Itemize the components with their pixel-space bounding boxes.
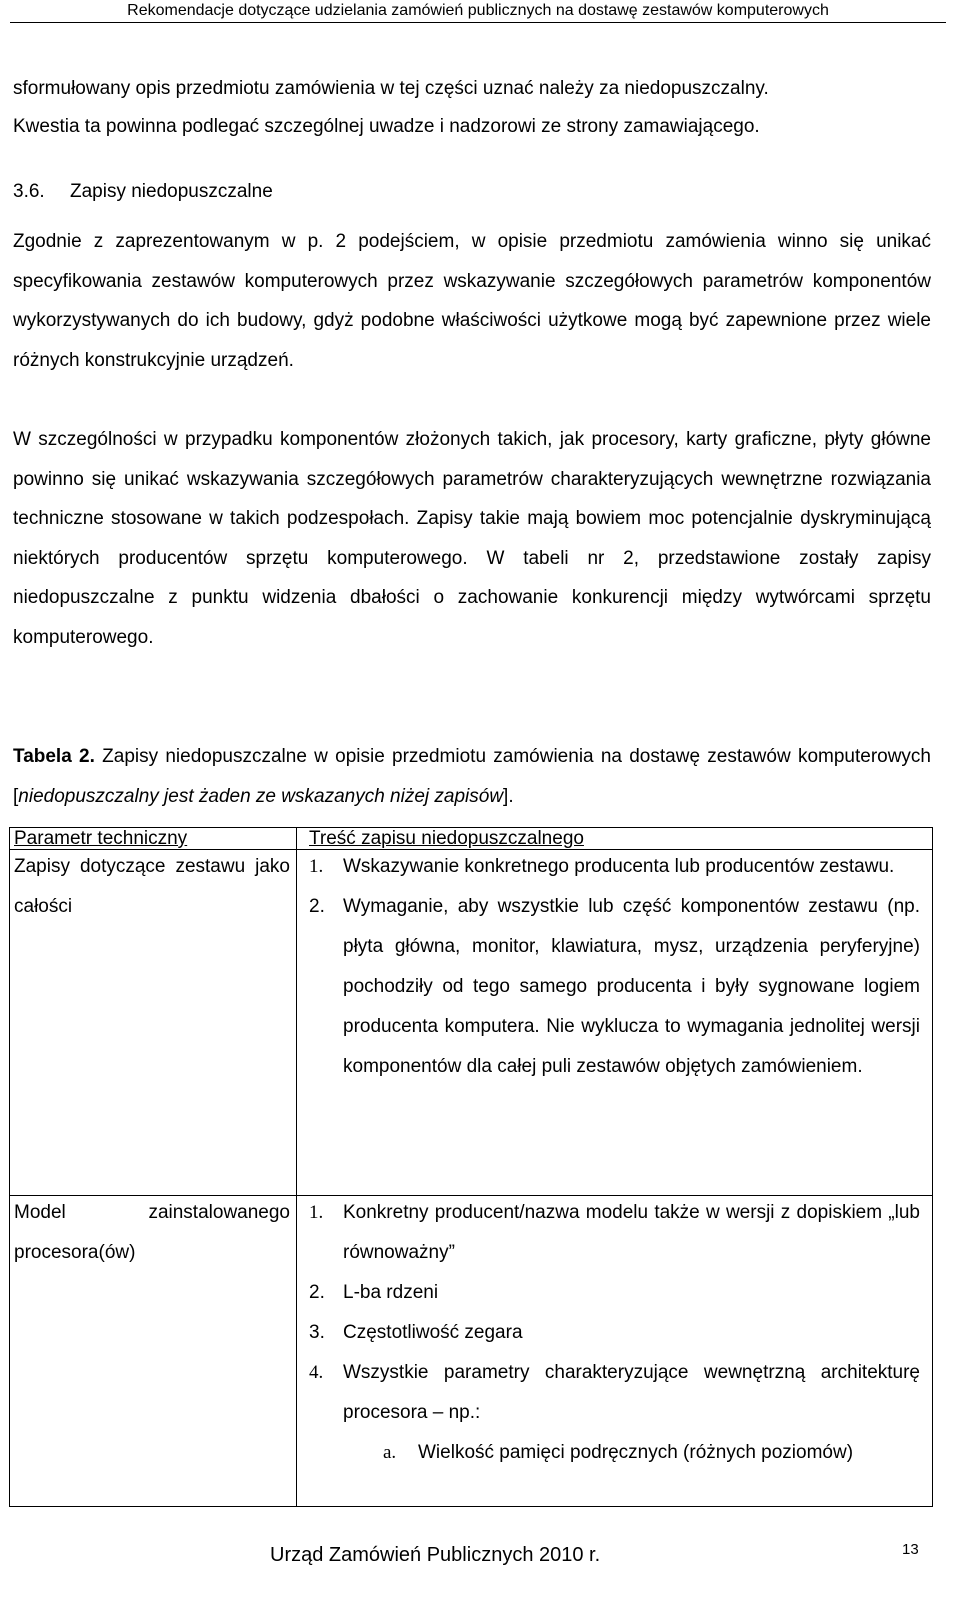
list-item bbox=[297, 847, 932, 887]
running-header: Rekomendacje dotyczące udzielania zamówień publicznych na dostawę zestawów komputerowych bbox=[10, 0, 946, 23]
header-content: Treść zapisu niedopuszczalnego bbox=[309, 828, 584, 849]
header-param: Parametr techniczny bbox=[14, 828, 188, 849]
section-heading bbox=[13, 172, 273, 211]
caption-text: Zapisy niedopuszczalne w opisie przedmiotu zamówienia na dostawę zestawów komputerowych [ bbox=[13, 746, 931, 807]
table-row bbox=[10, 850, 933, 1196]
intro-line-2: Kwestia ta powinna podlegać szczególnej uwadze i nadzorowi ze strony zamawiającego. bbox=[13, 116, 760, 137]
item-text: Wskazywanie konkretnego producenta lub producentów zestawu. bbox=[343, 856, 895, 877]
table-row bbox=[10, 1196, 933, 1507]
table-caption bbox=[13, 737, 931, 816]
sub-item-marker: a. bbox=[383, 1442, 397, 1463]
sub-list-item bbox=[297, 1433, 932, 1473]
item-text: Wymaganie, aby wszystkie lub część komponentów zestawu (np. płyta główna, monitor, klawiatura, mysz, urządzenia peryferyjne) pochodziły od tego samego producenta i były sygnowane logiem producenta komputera. Nie wyklucza to wymagania jednolitej wersji komponentów dla całej puli zestawów objętych zamówieniem. bbox=[343, 896, 920, 1077]
item-marker: 1. bbox=[309, 1202, 324, 1223]
item-text: Częstotliwość zegara bbox=[343, 1322, 523, 1343]
content-cell bbox=[297, 1196, 933, 1507]
paragraph-1: Zgodnie z zaprezentowanym w p. 2 podejściem, w opisie przedmiotu zamówienia winno się unikać specyfikowania zestawów komputerowych przez wskazywanie szczegółowych parametrów komponentów wykorzystywanych do ich budowy, gdyż podobne właściwości użytkowe mogą być zapewnione przez wiele różnych konstrukcyjnie urządzeń. bbox=[13, 231, 931, 371]
sub-item-text: Wielkość pamięci podręcznych (różnych poziomów) bbox=[418, 1442, 854, 1463]
list-item bbox=[297, 887, 932, 1087]
item-text: L-ba rdzeni bbox=[343, 1282, 439, 1303]
requirements-table bbox=[9, 827, 933, 1507]
intro-line-1: sformułowany opis przedmiotu zamówienia w tej części uznać należy za niedopuszczalny. bbox=[13, 78, 769, 99]
paragraph-2: W szczególności w przypadku komponentów złożonych takich, jak procesory, karty graficzne, płyty główne powinno się unikać wskazywania szczegółowych parametrów charakteryzujących wewnętrzne rozwiązania techniczne stosowane w takich podzespołach. Zapisy takie mają bowiem moc potencjalnie dyskryminującą niektórych producentów sprzętu komputerowego. W tabeli nr 2, przedstawione zostały zapisy niedopuszczalne z punktu widzenia dbałości o zachowanie konkurencji między wytwórcami sprzętu komputerowego. bbox=[13, 429, 931, 648]
item-marker: 4. bbox=[309, 1362, 324, 1383]
section-title: Zapisy niedopuszczalne bbox=[70, 181, 273, 202]
param-cell bbox=[10, 1196, 297, 1507]
list-item bbox=[297, 1313, 932, 1353]
item-marker: 2. bbox=[309, 1282, 325, 1303]
list-item bbox=[297, 1273, 932, 1313]
page-footer: Urząd Zamówień Publicznych 2010 r. bbox=[270, 1544, 601, 1566]
section-number: 3.6. bbox=[13, 181, 45, 202]
item-text: Konkretny producent/nazwa modelu także w wersji z dopiskiem „lub równoważny” bbox=[343, 1202, 920, 1263]
param-cell bbox=[10, 850, 297, 1196]
param-label: Zapisy dotyczące zestawu jako całości bbox=[14, 856, 290, 917]
list-item bbox=[297, 1193, 932, 1273]
caption-italic: niedopuszczalny jest żaden ze wskazanych niżej zapisów bbox=[18, 785, 504, 807]
item-text: Wszystkie parametry charakteryzujące wewnętrzną architekturę procesora – np.: bbox=[343, 1362, 920, 1423]
item-marker: 2. bbox=[309, 896, 325, 917]
param-label: Model zainstalowanego procesora(ów) bbox=[14, 1202, 290, 1263]
item-marker: 3. bbox=[309, 1322, 325, 1343]
content-cell bbox=[297, 850, 933, 1196]
page-number: 13 bbox=[902, 1541, 919, 1558]
caption-end: ]. bbox=[503, 785, 514, 807]
list-item bbox=[297, 1353, 932, 1433]
item-marker: 1. bbox=[309, 856, 324, 877]
caption-label: Tabela 2. bbox=[13, 746, 95, 767]
